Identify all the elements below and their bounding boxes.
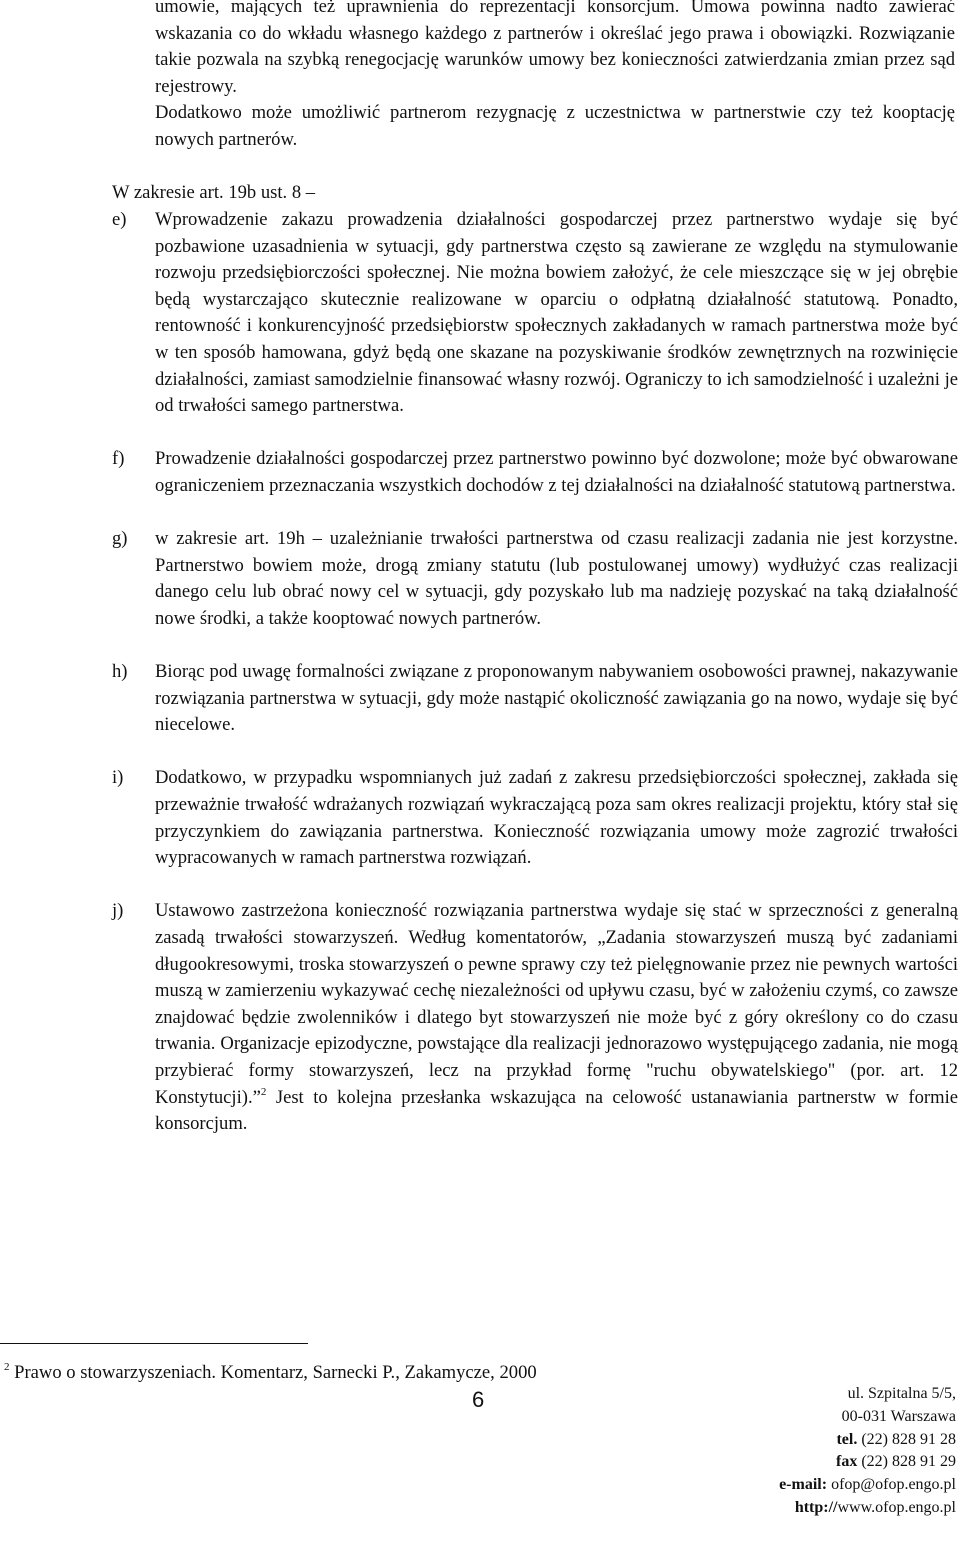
contact-website[interactable]	[779, 1497, 956, 1520]
contact-address-line-2: 00-031 Warszawa	[841, 1407, 956, 1425]
list-item-g	[112, 526, 958, 632]
contact-address-line-1: ul. Szpitalna 5/5,	[847, 1385, 956, 1402]
comment-list	[112, 207, 958, 1164]
footnote-text: Prawo o stowarzyszeniach. Komentarz, Sarnecki P., Zakamycze, 2000	[9, 1362, 537, 1383]
list-item-h	[112, 659, 958, 739]
item-text: w zakresie art. 19h – uzależnianie trwałości partnerstwa od czasu realizacji zadania nie jest korzystne. Partnerstwo bowiem może, drogą zmiany statutu (lub postulowanej umowy) wydłużyć czas realizacji danego celu lub obrać nowy cel w sytuacji, gdy pozyskało lub ma nadzieję pozyskać na taką działalność nowe środki, a także kooptować nowych partnerów.	[155, 528, 958, 629]
item-marker: i)	[112, 767, 124, 789]
website-prefix: http://	[794, 1498, 838, 1516]
list-item-i	[112, 765, 958, 871]
intro-paragraph-1: umowie, mających też uprawnienia do reprezentacji konsorcjum. Umowa powinna nadto zawierać wskazania co do wkładu własnego każdego z partnerów i określać jego prawa i obowiązki. Rozwiązanie takie pozwala na szybką renegocjację warunków umowy bez konieczności zatwierdzania zmian przez sąd rejestrowy.	[155, 0, 955, 97]
item-marker: g)	[112, 528, 128, 550]
phone-label: tel.	[836, 1430, 858, 1448]
email-label: e-mail:	[779, 1476, 828, 1494]
footnote-reference[interactable]: 2	[260, 1085, 267, 1098]
item-j-text-before: Ustawowo zastrzeżona konieczność rozwiązania partnerstwa wydaje się stać w sprzeczności z generalną zasadą trwałości stowarzyszeń. Według komentatorów, „Zadania stowarzyszeń muszą być zadaniami długookresowymi, troska stowarzyszeń o pewne sprawy czy też pielęgnowanie przez nie pewnych wartości muszą w zamierzeniu wykazywać cechę niezależności od upływu czasu, być w założeniu czymś, co zawsze znajdować będzie zwolenników i dlatego byt stowarzyszeń nie może być z góry określony co do czasu trwania. Organizacje epizodyczne, powstające dla realizacji jednorazowo występującego zadania, nie mogą przybierać formy stowarzyszeń, lecz na przykład formę "ruchu obywatelskiego" (por. art. 12 Konstytucji).”	[155, 900, 958, 1108]
contact-fax	[779, 1451, 956, 1474]
item-marker: f)	[112, 448, 125, 470]
footnote-divider	[0, 1343, 308, 1344]
intro-section	[155, 0, 955, 154]
website-value[interactable]: www.ofop.engo.pl	[837, 1498, 956, 1516]
item-marker: h)	[112, 661, 128, 683]
email-value[interactable]: ofop@ofop.engo.pl	[827, 1476, 956, 1494]
fax-value: (22) 828 91 29	[857, 1453, 956, 1471]
item-text	[155, 898, 958, 1137]
fax-label: fax	[836, 1453, 858, 1471]
phone-value: (22) 828 91 28	[857, 1430, 956, 1448]
footnote	[4, 1356, 537, 1384]
item-marker: e)	[112, 209, 127, 230]
item-text: Biorąc pod uwagę formalności związane z proponowanym nabywaniem osobowości prawnej, nakazywanie rozwiązania partnerstwa w sytuacji, gdy może nastąpić okoliczność zawiązania go na nowo, wydaje się być niecelowe.	[155, 661, 958, 736]
item-j-text-after: Jest to kolejna przesłanka wskazująca na celowość ustanawiania partnerstw w formie konsorcjum.	[155, 1086, 958, 1135]
item-text: Dodatkowo, w przypadku wspomnianych już zadań z zakresu przedsiębiorczości społecznej, zakłada się przeważnie trwałość wdrażanych rozwiązań wykraczającą poza sam okres realizacji projektu, który stał się przyczynkiem do zawiązania partnerstwa. Konieczność rozwiązania umowy może zagrozić trwałości wypracowanych w ramach partnerstwa rozwiązań.	[155, 767, 958, 869]
intro-paragraph-2: Dodatkowo może umożliwić partnerom rezygnację z uczestnictwa w partnerstwie czy też kooptację nowych partnerów.	[155, 102, 955, 150]
contact-phone	[779, 1429, 956, 1452]
section-heading: W zakresie art. 19b ust. 8 –	[112, 182, 316, 203]
list-item-f	[112, 446, 958, 499]
footnote-number: 2	[4, 1361, 10, 1373]
item-text: Prowadzenie działalności gospodarczej przez partnerstwo powinno być dozwolone; może być obwarowane ograniczeniem przeznaczania wszystkich dochodów z tej działalności na działalność statutową partnerstwa.	[155, 448, 958, 496]
list-item-j	[112, 898, 958, 1137]
contact-block	[779, 1383, 956, 1520]
item-text: Wprowadzenie zakazu prowadzenia działalności gospodarczej przez partnerstwo wydaje się być pozbawione uzasadnienia w sytuacji, gdy partnerstwa często są zawierane ze względu na stymulowanie rozwoju przedsiębiorczości społecznej. Nie można bowiem założyć, że cele mieszczące się w jej obrębie będą wystarczająco skutecznie realizowane w oparciu o odpłatną działalność statutową. Ponadto, rentowność i konkurencyjność przedsiębiorstw społecznych zakładanych w ramach partnerstwa może być w ten sposób hamowana, gdyż będą one skazane na pozyskiwanie środków zewnętrznych na rozwinięcie działalności, zamiast samodzielnie finansować własny rozwój. Ograniczy to ich samodzielność i uzależni je od trwałości samego partnerstwa.	[155, 209, 958, 417]
contact-email[interactable]	[779, 1474, 956, 1497]
list-item-e	[112, 207, 958, 420]
item-marker: j)	[112, 900, 124, 922]
page-number: 6	[472, 1387, 485, 1412]
